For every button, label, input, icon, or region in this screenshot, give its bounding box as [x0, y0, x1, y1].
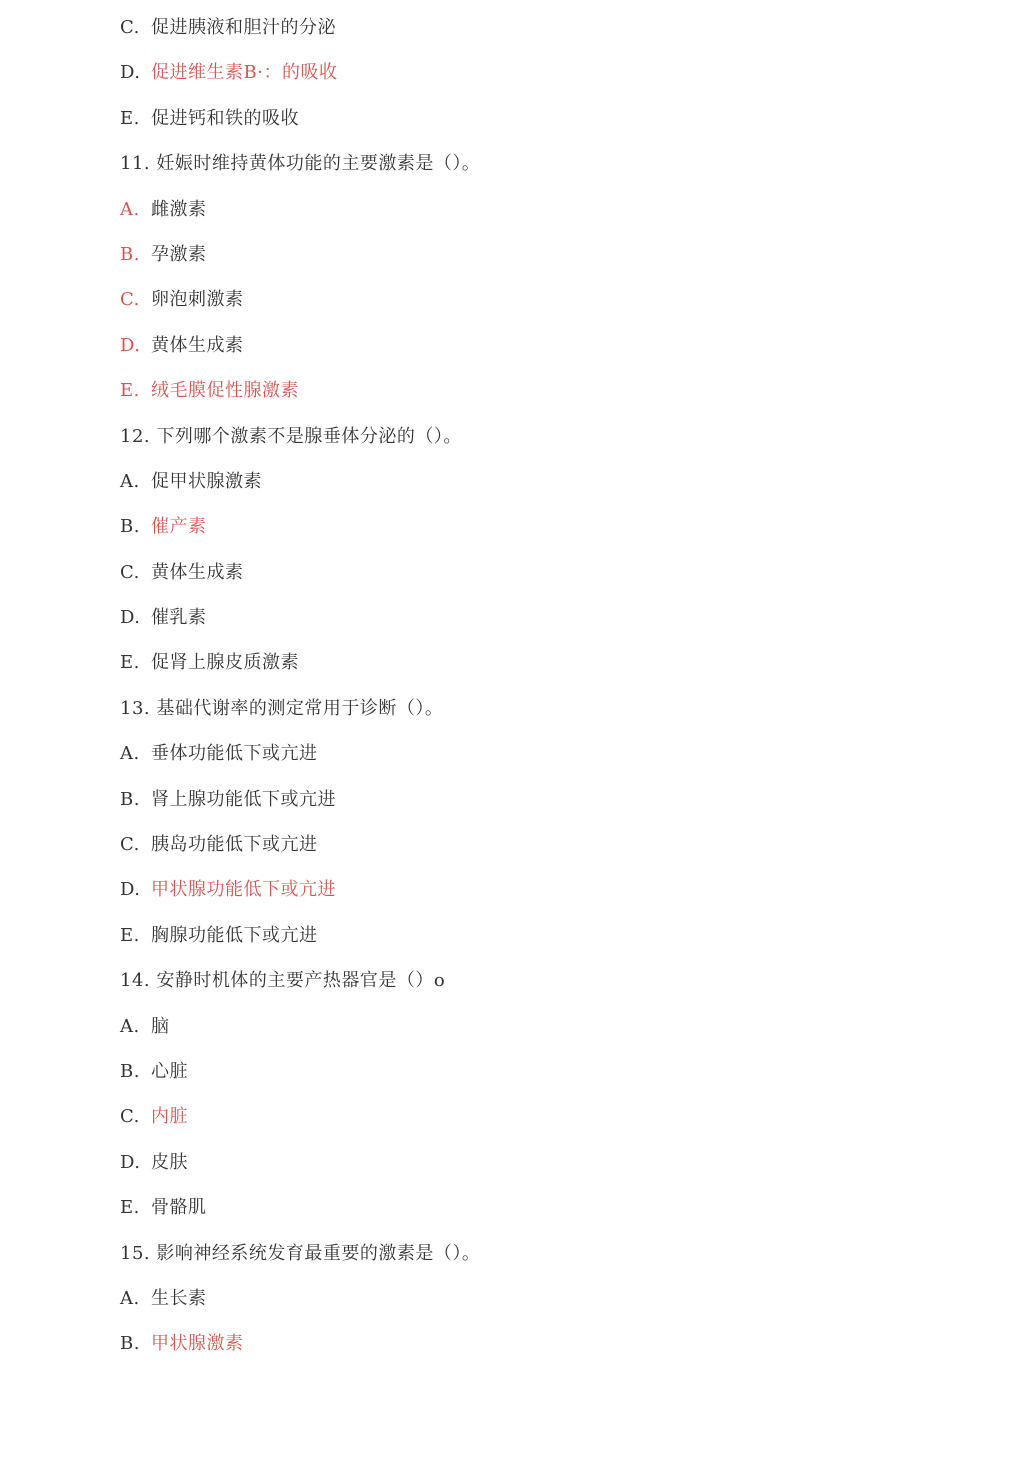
question-text: 13. 基础代谢率的测定常用于诊断（）。: [120, 697, 444, 719]
option-text: 雌激素: [151, 198, 207, 220]
option-label: D.: [120, 607, 141, 629]
answer-option: [120, 598, 980, 643]
answer-option: [120, 190, 980, 235]
option-text: 垂体功能低下或亢进: [151, 743, 318, 765]
option-label: C.: [120, 561, 140, 583]
option-label: C.: [120, 17, 140, 38]
option-label: E.: [120, 924, 140, 946]
option-label: A.: [120, 198, 140, 220]
option-text: 孕激素: [151, 243, 207, 265]
option-text: 促甲状腺激素: [151, 470, 262, 492]
option-text: 脑: [151, 1015, 170, 1037]
answer-option: [120, 1143, 980, 1188]
option-label: B.: [120, 1060, 140, 1082]
highlighted-option-text: 甲状腺激素: [151, 1333, 244, 1355]
option-label: E.: [120, 107, 140, 129]
option-text: 黄体生成素: [151, 334, 244, 356]
answer-option: [120, 1324, 980, 1369]
answer-option: [120, 553, 980, 598]
answer-option: [120, 643, 980, 688]
question-stem: [120, 144, 980, 189]
answer-option: [120, 8, 980, 53]
answer-option: [120, 1007, 980, 1052]
option-label: D.: [120, 334, 141, 356]
question-stem: [120, 417, 980, 462]
option-label: A.: [120, 1287, 140, 1309]
question-text: 11. 妊娠时维持黄体功能的主要激素是（）。: [120, 153, 481, 175]
option-text: 生长素: [151, 1287, 207, 1309]
option-text: 催乳素: [151, 607, 207, 629]
option-label: E.: [120, 380, 140, 402]
answer-option: [120, 462, 980, 507]
option-label: C.: [120, 834, 140, 856]
answer-option: [120, 825, 980, 870]
option-label: B.: [120, 1333, 140, 1355]
answer-option: [120, 371, 980, 416]
option-text: 卵泡刺激素: [151, 289, 244, 311]
exam-document: [120, 8, 980, 1370]
question-stem: [120, 689, 980, 734]
question-text: 12. 下列哪个激素不是腺垂体分泌的（）。: [120, 425, 462, 447]
highlighted-option-text: 甲状腺功能低下或亢进: [151, 879, 336, 901]
option-text: 胸腺功能低下或亢进: [151, 924, 318, 946]
answer-option: [120, 734, 980, 779]
option-label: E.: [120, 1197, 140, 1219]
highlighted-option-text: 绒毛膜促性腺激素: [151, 380, 299, 402]
question-stem: [120, 1234, 980, 1279]
option-label: B.: [120, 788, 140, 810]
answer-option: [120, 280, 980, 325]
option-label: D.: [120, 1151, 141, 1173]
answer-option: [120, 780, 980, 825]
answer-option: [120, 870, 980, 915]
answer-option: [120, 326, 980, 371]
option-label: D.: [120, 62, 141, 84]
question-stem: [120, 961, 980, 1006]
option-label: C.: [120, 289, 140, 311]
option-label: E.: [120, 652, 140, 674]
option-text: 皮肤: [151, 1151, 188, 1173]
option-label: B.: [120, 243, 140, 265]
option-text: 促肾上腺皮质激素: [151, 652, 299, 674]
option-text: 促进钙和铁的吸收: [151, 107, 299, 129]
option-label: A.: [120, 470, 140, 492]
answer-option: [120, 1097, 980, 1142]
option-text: 黄体生成素: [151, 561, 244, 583]
answer-option: [120, 507, 980, 552]
answer-option: [120, 99, 980, 144]
answer-option: [120, 235, 980, 280]
option-text: 肾上腺功能低下或亢进: [151, 788, 336, 810]
answer-option: [120, 1279, 980, 1324]
highlighted-option-text: 催产素: [151, 516, 207, 538]
question-text: 14. 安静时机体的主要产热器官是（）o: [120, 970, 446, 992]
option-label: D.: [120, 879, 141, 901]
option-text: 胰岛功能低下或亢进: [151, 834, 318, 856]
answer-option: [120, 53, 980, 98]
option-label: B.: [120, 516, 140, 538]
option-label: C.: [120, 1106, 140, 1128]
answer-option: [120, 1052, 980, 1097]
question-text: 15. 影响神经系统发育最重要的激素是（）。: [120, 1242, 481, 1264]
option-label: A.: [120, 743, 140, 765]
option-text: 促进胰液和胆汁的分泌: [151, 17, 336, 38]
answer-option: [120, 1188, 980, 1233]
option-label: A.: [120, 1015, 140, 1037]
highlighted-option-text: 内脏: [151, 1106, 188, 1128]
option-text: 骨骼肌: [151, 1197, 207, 1219]
answer-option: [120, 916, 980, 961]
option-text: 心脏: [151, 1060, 188, 1082]
highlighted-option-text: 促进维生素B·：的吸收: [151, 62, 338, 84]
